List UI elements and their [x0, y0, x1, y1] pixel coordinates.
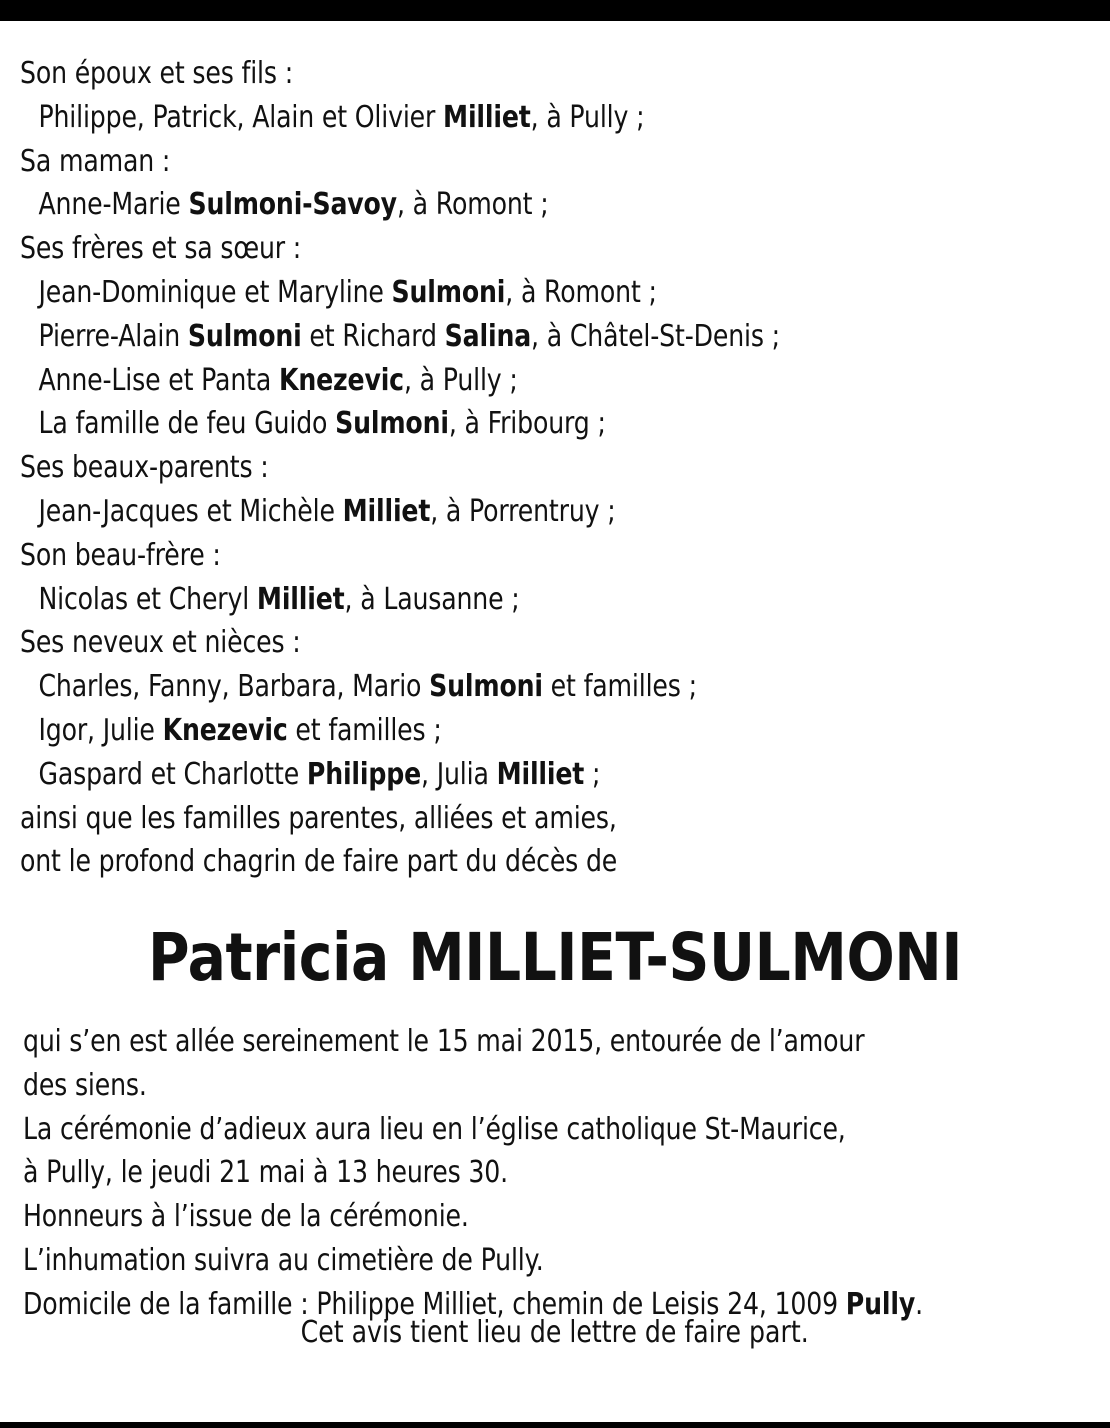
place: , à Romont ;: [396, 187, 549, 223]
heading-mother: Sa maman :: [20, 143, 171, 179]
place: , à Pully ;: [530, 99, 645, 135]
place: , à Châtel-St-Denis ;: [531, 318, 780, 354]
surname: Milliet: [256, 581, 345, 617]
list-item: [20, 402, 927, 446]
top-border: [0, 0, 1110, 21]
surname: Philippe: [306, 756, 422, 792]
given-names: et Richard: [301, 318, 445, 354]
place: , à Porrentruy ;: [430, 493, 616, 529]
ceremony-details: [23, 1020, 1108, 1327]
place: ;: [584, 756, 601, 792]
given-names: Anne-Lise et Panta: [38, 362, 279, 398]
surname: Sulmoni: [335, 406, 449, 442]
heading-spouse-sons: Son époux et ses fils :: [20, 56, 294, 91]
heading-in-laws: Ses beaux-parents :: [20, 450, 269, 486]
heading-siblings: Ses frères et sa sœur :: [20, 231, 302, 267]
surname: Salina: [444, 318, 532, 354]
given-names: , Julia: [421, 756, 497, 792]
surname: Sulmoni: [187, 318, 302, 354]
closing-line: ainsi que les familles parentes, alliées et amies,: [20, 800, 617, 836]
heading-nephews-nieces: Ses neveux et nièces :: [20, 625, 301, 661]
list-item: [20, 359, 927, 403]
heading-brother-in-law: Son beau-frère :: [20, 537, 221, 573]
place: , à Romont ;: [505, 274, 657, 310]
surname: Milliet: [342, 493, 431, 529]
deceased-name: Patricia MILLIET-SULMONI: [147, 919, 963, 996]
list-item: [20, 315, 927, 359]
given-names: Igor, Julie: [38, 712, 163, 748]
family-list: [20, 52, 1100, 884]
surname: Milliet: [496, 756, 585, 792]
footer-note: Cet avis tient lieu de lettre de faire part.: [300, 1315, 809, 1350]
list-item: [20, 753, 927, 797]
list-item: [20, 665, 927, 709]
detail-line: qui s’en est allée sereinement le 15 mai 2015, entourée de l’amour: [23, 1024, 865, 1059]
given-names: Anne-Marie: [38, 187, 189, 223]
given-names: Nicolas et Cheryl: [38, 581, 257, 617]
list-item: [20, 578, 927, 622]
surname: Knezevic: [278, 362, 404, 398]
given-names: La famille de feu Guido: [38, 406, 336, 442]
place: , à Lausanne ;: [344, 581, 520, 617]
list-item: [20, 96, 927, 140]
address-city: Pully: [845, 1286, 916, 1322]
list-item: [20, 490, 927, 534]
closing-line: ont le profond chagrin de faire part du décès de: [20, 844, 618, 880]
given-names: Philippe, Patrick, Alain et Olivier: [38, 99, 444, 135]
place: et familles ;: [542, 669, 697, 705]
address-end: .: [915, 1286, 923, 1322]
address-text: Domicile de la famille : Philippe Milliet, chemin de Leisis 24, 1009: [23, 1286, 846, 1322]
detail-line: des siens.: [23, 1067, 147, 1103]
list-item: [20, 183, 927, 227]
detail-line: La cérémonie d’adieux aura lieu en l’église catholique St-Maurice,: [23, 1111, 846, 1147]
place: , à Fribourg ;: [448, 406, 606, 442]
given-names: Pierre-Alain: [38, 318, 188, 354]
given-names: Jean-Jacques et Michèle: [38, 493, 343, 529]
detail-line: Honneurs à l’issue de la cérémonie.: [23, 1199, 469, 1235]
surname: Sulmoni-Savoy: [188, 187, 397, 223]
given-names: Charles, Fanny, Barbara, Mario: [38, 669, 430, 705]
list-item: [20, 709, 927, 753]
list-item: [20, 271, 927, 315]
detail-line: L’inhumation suivra au cimetière de Pully.: [23, 1242, 544, 1278]
surname: Sulmoni: [429, 669, 543, 705]
surname: Knezevic: [162, 712, 288, 748]
surname: Milliet: [443, 99, 531, 135]
given-names: Gaspard et Charlotte: [38, 756, 307, 792]
detail-line: à Pully, le jeudi 21 mai à 13 heures 30.: [23, 1155, 508, 1191]
surname: Sulmoni: [391, 274, 506, 310]
bottom-border: [0, 1422, 1110, 1428]
place: et familles ;: [287, 712, 442, 748]
place: , à Pully ;: [403, 362, 518, 398]
given-names: Jean-Dominique et Maryline: [38, 274, 392, 310]
